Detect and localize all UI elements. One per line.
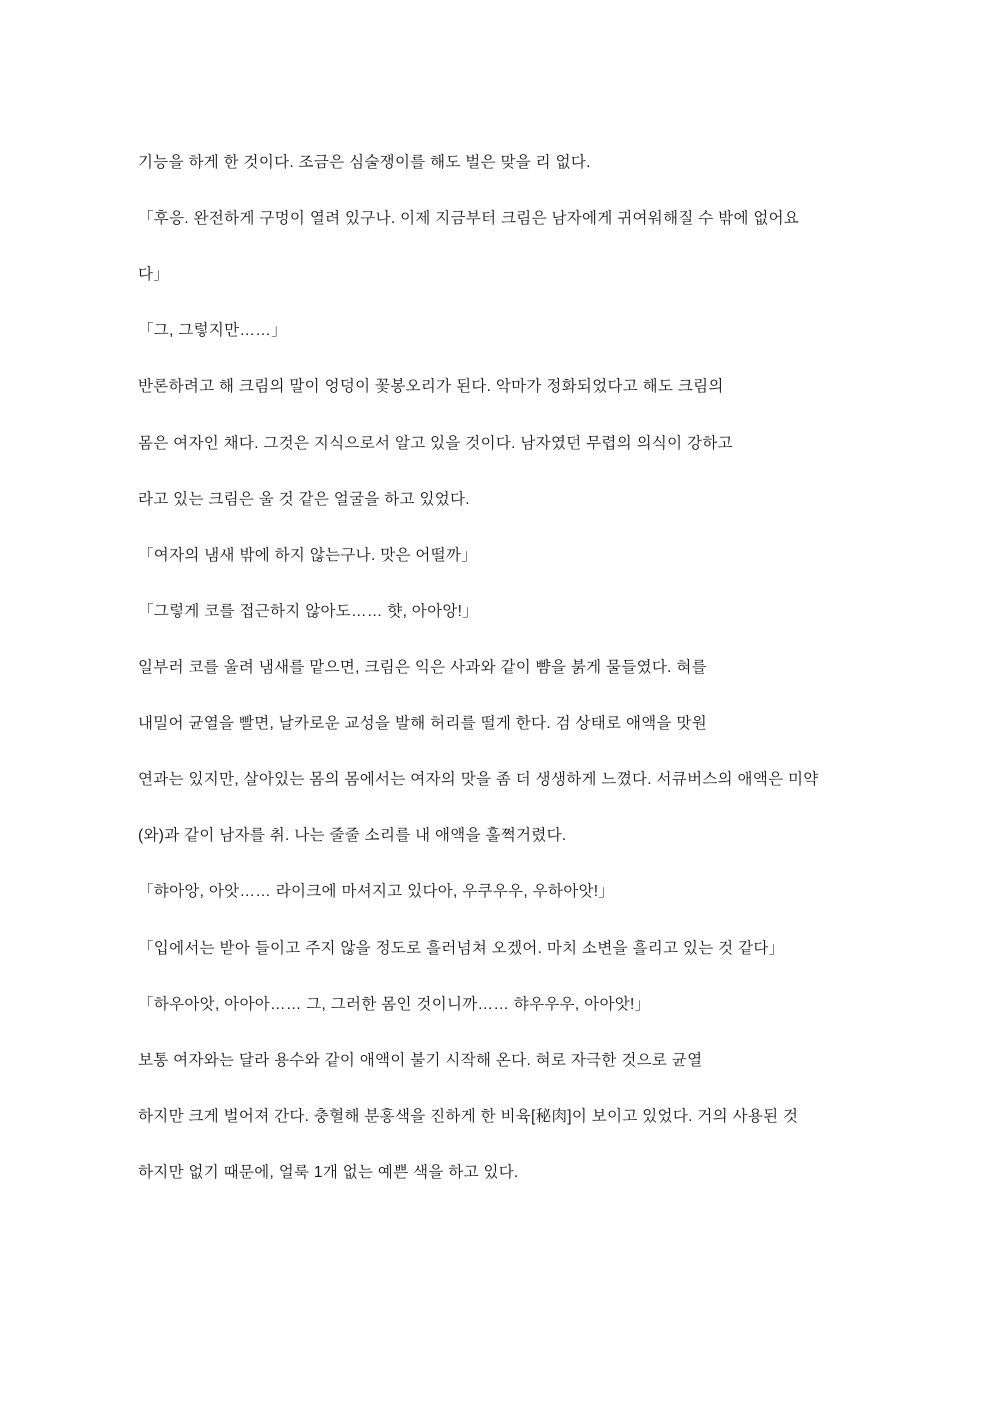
paragraph: 「그렇게 코를 접근하지 않아도…… 햣, 아아앙!」 xyxy=(138,602,479,620)
paragraph: 다」 xyxy=(138,266,170,284)
paragraph: 하지만 크게 벌어져 간다. 충혈해 분홍색을 진하게 한 비육[秘肉]이 보이고 있었다. 거의 사용된 것 xyxy=(138,1107,799,1125)
paragraph: (와)과 같이 남자를 취. 나는 줄줄 소리를 내 애액을 훌쩍거렸다. xyxy=(138,827,567,845)
paragraph: 라고 있는 크림은 울 것 같은 얼굴을 하고 있었다. xyxy=(138,490,470,508)
paragraph: 하지만 없기 때문에, 얼룩 1개 없는 예쁜 색을 하고 있다. xyxy=(138,1163,519,1181)
paragraph: 「후응. 완전하게 구멍이 열려 있구나. 이제 지금부터 크림은 남자에게 귀여워해질 수 밖에 없어요 xyxy=(138,210,800,228)
paragraph: 반론하려고 해 크림의 말이 엉덩이 꽃봉오리가 된다. 악마가 정화되었다고 해도 크림의 xyxy=(138,378,724,396)
paragraph: 연과는 있지만, 살아있는 몸의 몸에서는 여자의 맛을 좀 더 생생하게 느꼈다. 서큐버스의 애액은 미약 xyxy=(138,771,819,789)
paragraph: 「여자의 냄새 밖에 하지 않는구나. 맛은 어떨까」 xyxy=(138,546,478,564)
paragraph: 내밀어 균열을 빨면, 날카로운 교성을 발해 허리를 떨게 한다. 검 상태로 애액을 맛원 xyxy=(138,715,707,733)
paragraph: 「하우아앗, 아아아…… 그, 그러한 몸인 것이니까…… 햐우우우, 아아앗!」 xyxy=(138,995,651,1013)
paragraph: 「입에서는 받아 들이고 주지 않을 정도로 흘러넘쳐 오겠어. 마치 소변을 흘리고 있는 것 같다」 xyxy=(138,939,785,957)
paragraph: 「햐아앙, 아앗…… 라이크에 마셔지고 있다아, 우쿠우우, 우하아앗!」 xyxy=(138,883,615,901)
paragraph: 기능을 하게 한 것이다. 조금은 심술쟁이를 해도 벌은 맞을 리 없다. xyxy=(138,154,591,171)
paragraph: 보통 여자와는 달라 용수와 같이 애액이 불기 시작해 온다. 혀로 자극한 것으로 균열 xyxy=(138,1051,703,1069)
paragraph: 일부러 코를 울려 냄새를 맡으면, 크림은 익은 사과와 같이 뺨을 붉게 물들였다. 혀를 xyxy=(138,658,707,676)
paragraph: 몸은 여자인 채다. 그것은 지식으로서 알고 있을 것이다. 남자였던 무렵의 의식이 강하고 xyxy=(138,434,733,452)
document-body xyxy=(138,150,862,1185)
paragraph: 「그, 그렇지만……」 xyxy=(138,322,287,340)
